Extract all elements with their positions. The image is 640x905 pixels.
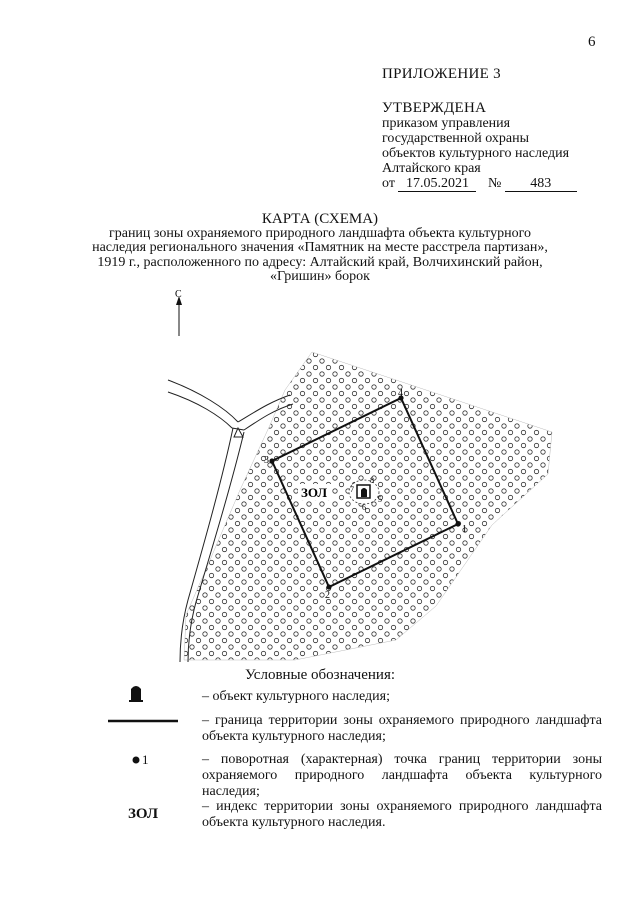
order-line: Алтайского края (382, 161, 481, 176)
legend-item-zone-index: – индекс территории зоны охраняемого природного ландшафта объекта культурного наследия. (202, 799, 602, 830)
object-point-label: 7 (350, 485, 354, 494)
object-point-label: 6 (362, 503, 366, 512)
legend-title: Условные обозначения: (244, 667, 396, 683)
title-line: наследия регионального значения «Памятник на месте расстрела партизан», (92, 240, 548, 255)
order-line: приказом управления (382, 116, 511, 131)
number-sign: № (487, 176, 502, 191)
legend-item-turning-point: – поворотная (характерная) точка границ территории зоны охраняемого природного ландшафта объекта культурного наследия; (202, 752, 602, 799)
forest-area (184, 352, 552, 660)
legend-item-boundary: – граница территории зоны охраняемого природного ландшафта объекта культурного наследия; (202, 713, 602, 744)
order-number: 483 (505, 177, 577, 192)
point-label: 4 (398, 388, 403, 399)
order-line: объектов культурного наследия (382, 146, 570, 161)
appendix-heading: ПРИЛОЖЕНИЕ 3 (382, 66, 501, 82)
object-point-label: 8 (370, 476, 374, 485)
page-number: 6 (588, 34, 596, 50)
date-prefix: от (382, 176, 395, 191)
point-label: 3 (264, 455, 269, 466)
north-label: С (175, 289, 182, 300)
point-label: 1 (462, 524, 467, 535)
legend-item-monument: – объект культурного наследия; (202, 689, 390, 704)
order-line: государственной охраны (382, 131, 530, 146)
title-line: 1919 г., расположенного по адресу: Алтайский край, Волчихинский район, (97, 254, 543, 270)
point-label: 2 (325, 590, 330, 601)
approved-heading: УТВЕРЖДЕНА (382, 100, 487, 116)
legend-turning-point-symbol (133, 757, 140, 764)
zone-label: ЗОЛ (301, 485, 328, 500)
legend-zone-index-symbol: ЗОЛ (128, 806, 159, 822)
title-line: «Гришин» борок (270, 269, 370, 284)
title-line: КАРТА (СХЕМА) (261, 211, 379, 227)
legend-turning-point-label: 1 (142, 752, 149, 767)
object-point-label: 5 (378, 495, 382, 504)
title-line: границ зоны охраняемого природного ландшафта объекта культурного (108, 225, 531, 241)
north-arrow (175, 289, 182, 336)
order-date: 17.05.2021 (398, 177, 476, 192)
legend-monument-symbol (129, 686, 143, 702)
